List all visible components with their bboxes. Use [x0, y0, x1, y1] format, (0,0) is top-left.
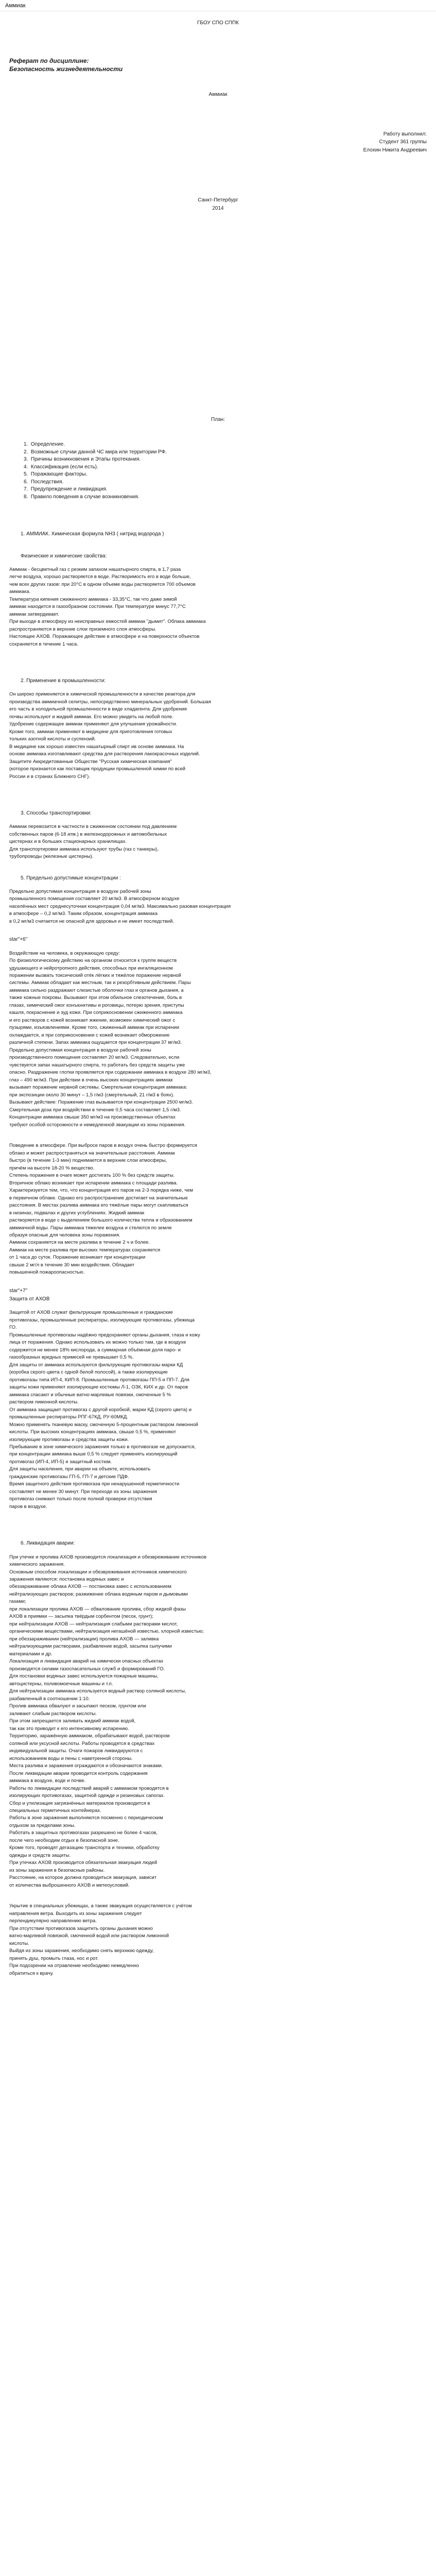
topic: Аммиак [208, 91, 228, 97]
text-line: Удобрение содержащее аммиак применяют для улучшения урожайности. [9, 721, 178, 727]
text-line: Смертельная доза при воздействии в течение 0,5 часа составляет 1,5 г/м3. [9, 1107, 181, 1113]
text-line: (коробка серого цвета с одной белой полосой), а также изолирующие [9, 1369, 168, 1376]
text-line: При отсутствии противогазов защитить органы дыхания можно [9, 1925, 153, 1931]
text-line: раствором лимонной кислоты. [9, 1399, 79, 1405]
text-line: принять душ, промыть глаза, нос и рот. [9, 1955, 99, 1961]
atmosphere-text [9, 1142, 427, 1276]
text-line: При подозрении на отравление необходимо немедленно [9, 1963, 139, 1969]
section-3-heading: 3. Способы транспортировки: [21, 810, 92, 817]
text-line: кислоты. [9, 1940, 29, 1946]
text-line: Концентрации аммиака свыше 350 мг/м3 на производственных объектах [9, 1114, 176, 1121]
document-header [0, 0, 436, 11]
text-line: так как это приводит к его интенсивному испарению. [9, 1725, 129, 1732]
text-line: обратиться к врачу. [9, 1970, 54, 1976]
text-line: различной степени. Запах аммиака ощущается при концентрации 37 мг/м3. [9, 1040, 182, 1046]
text-line: Промышленные противогазы надёжно предохраняют органы дыхания, глаза и кожу [9, 1332, 200, 1338]
text-line: Для постановки водяных завес используются пожарные машины, [9, 1673, 159, 1680]
plan-item: 2. Возможные случаи данной ЧС мира или территории РФ. [24, 449, 167, 455]
text-line: химического заражения. [9, 1562, 65, 1568]
text-line: материалами и др. [9, 1651, 53, 1657]
header-title: Аммиак [5, 3, 26, 9]
text-line: Он широко применяется в химической промышленности в качестве реактора для [9, 691, 196, 698]
text-line: чем всех других газов: при 20°С в одном объеме воды растворяется 700 объемов [9, 581, 196, 587]
text-line: противогаз (ИП-4, ИП-5) и защитный костюм. [9, 1459, 112, 1465]
plan-item: 3. Причины возникновения и Этапы протекания. [24, 456, 141, 463]
text-line: изолирующие противогазы и средства защиты кожи. [9, 1436, 129, 1443]
text-line: отдыхом за пределами зоны. [9, 1822, 76, 1828]
text-line: глазах, химический ожог конъюнктивы и роговицы, потерю зрения, приступы [9, 1002, 184, 1008]
text-line: системы. Аммиак обладает как местным, так и резорбтивным действием. Пары [9, 980, 191, 986]
text-line: противогазы, промышленные респираторы, изолирующие противогазы, убежища [9, 1317, 195, 1323]
plan-item: 8. Правило поведения в случае возникновения. [24, 494, 139, 500]
text-line: вызывает поражение нервной системы. Смертельная концентрация аммиака: [9, 1084, 187, 1091]
protection-text [9, 1309, 427, 1510]
work-by-label: Работу выполнил: [383, 131, 427, 137]
text-line: Пролив аммиака обвалуют и засыпают песком, грунтом или [9, 1703, 146, 1709]
text-line: почвы используют и жидкий аммиак. Его можно увидеть на любой поле. [9, 714, 173, 720]
plan-title: План: [211, 417, 225, 423]
text-line: Время защитного действия противогаза при ненарушенной герметичности [9, 1481, 180, 1487]
text-line: сохраняется в течение 1 часа. [9, 641, 78, 647]
liquidation-text [9, 1554, 427, 1889]
text-line: кислоты. При высоких концентрациях аммиака, свыше 0,5 %, применяют [9, 1429, 176, 1435]
text-line: специальных герметичных контейнерах. [9, 1808, 101, 1814]
text-line: После ликвидации аварии проводится контроль содержания [9, 1770, 148, 1776]
text-line: индивидуальной защиты. Очаги пожаров ликвидируются с [9, 1748, 143, 1754]
text-line: Сбор и утилизация загрязнённых материалов производится в [9, 1800, 150, 1806]
text-line: Защитой от АХОВ служат фильтрующие промышленные и гражданские [9, 1310, 173, 1316]
text-line: повышенной пожароопасностью. [9, 1269, 85, 1276]
text-line: растворяется в воде с выделением большого количества тепла и образованием [9, 1217, 193, 1224]
text-line: при локализации пролива АХОВ — обвалование пролива, сбор жидкой фазы [9, 1606, 186, 1612]
text-line: основе аммиака изготавливают средства для растворения лакокрасочных изделий. [9, 751, 200, 757]
student-group: Студент 361 группы [379, 139, 427, 145]
text-line: Настоящее АХОВ. Поражающее действие в атмосфере и на поверхности объектов [9, 634, 200, 640]
text-line: легче воздуха, хорошо растворяется в воде. Растворимость его в воде больше, [9, 574, 191, 580]
text-line: свыше 2 мг/л в течение 30 мин воздействия. Обладает [9, 1262, 135, 1268]
text-line: Вызывают действие: Поражение глаз вызывается при концентрации 2500 мг/м3. [9, 1099, 193, 1106]
text-line: Места разлива и заражения ограждаются и обозначаются знаками. [9, 1763, 163, 1769]
text-line: охлаждается, и при соприкосновении с кожей возникает обморожение [9, 1032, 170, 1038]
behavior-text [9, 1903, 427, 1977]
text-line: при обеззараживании (нейтрализации) пролива АХОВ — заливка [9, 1636, 159, 1642]
year: 2014 [212, 205, 224, 211]
text-line: трубопроводы (железные цистерны). [9, 854, 94, 860]
text-line: Для защиты от аммиака используются фильтрующие противогазы марки КД [9, 1362, 183, 1368]
section-1-subheading: Физические и химические свойства: [21, 553, 107, 559]
text-line: населённых мест среднесуточная концентрация 0,04 мг/м3. Максимально разовая концентрация [9, 903, 231, 909]
text-line: распространяются в верхние слои приземного слоя атмосферы. [9, 626, 156, 632]
text-line: гражданские противогазы ГП-5, ГП-7 и детские ПДФ. [9, 1473, 129, 1480]
text-line: аммиака в воздухе, воде и почве. [9, 1778, 86, 1784]
organization-name: ГБОУ СПО СППК [197, 20, 239, 26]
plan-item: 6. Последствия. [24, 479, 64, 485]
text-line: направления ветра. Выходить из зоны заражения следует [9, 1910, 142, 1917]
text-line: и его растворов с кожей возникает жжение, возможен химический ожог с [9, 1017, 176, 1023]
title-block [9, 57, 427, 73]
text-line: Аммиак - бесцветный газ с резким запахом нашатырного спирта, в 1,7 раза [9, 566, 181, 572]
text-line: Укрытие в специальных убежищах, а также эвакуация осуществляется с учётом [9, 1903, 192, 1909]
text-line: использованием воды и пены с наветренной стороны. [9, 1755, 133, 1761]
text-line: лица от поражения. Однако использовать их можно только там, где в воздухе [9, 1340, 186, 1346]
section-1-heading: 1. АММИАК. Химическая формула NH3 ( нитрид водорода ) [21, 531, 164, 537]
text-line: аммиака сильно раздражают слизистые оболочки глаз и органов дыхания, а [9, 987, 184, 993]
text-line: газами; [9, 1599, 26, 1605]
text-line: Выйдя из зоны заражения, необходимо снять верхнюю одежду, [9, 1948, 154, 1954]
text-line: Пребывание в зоне химического заражения только в противогазе не допускается, [9, 1444, 196, 1450]
text-line: Территорию, заражённую аммиаком, обрабатывают водой, раствором [9, 1733, 170, 1739]
text-line: разбавленный в соотношении 1:10. [9, 1696, 90, 1702]
text-line: соляной или уксусной кислоты. Работы проводятся в средствах [9, 1740, 155, 1747]
text-line: Расстояние, на которое должна проводиться эвакуация, зависит [9, 1875, 157, 1881]
plan-item: 7. Предупреждение и ликвидация. [24, 486, 108, 493]
text-line: из зоны заражения в безопасные районы. [9, 1867, 105, 1873]
text-line: Температура кипения сжиженного аммиака - 33,35°С, так что даже зимой [9, 596, 177, 602]
text-line: По физиологическому действию на организм относится к группе веществ [9, 958, 177, 964]
text-line: заливают слабым раствором кислоты. [9, 1710, 97, 1717]
star-marker-1: star"+6" [9, 937, 28, 943]
text-line: при нейтрализации АХОВ — нейтрализация слабыми растворами кислот, [9, 1621, 178, 1627]
text-line: Локализация и ликвидация аварий на химически опасных объектах [9, 1658, 164, 1665]
text-line: аммиак находится в газообразном состоянии. При температуре минус 77,7°С [9, 604, 186, 610]
text-line: Степень поражения в очаге может достигать 100 % без средств защиты. [9, 1173, 175, 1179]
text-line: нейтрализующими растворами, разбавление водой, засыпка сыпучими [9, 1643, 172, 1650]
city: Санкт-Петербург [198, 197, 238, 204]
text-line: требуют особой осторожности и немедленной эвакуации из зоны поражения. [9, 1122, 186, 1128]
text-line: производства аммиачной селитры, непосредственно минеральных удобрений. Большая [9, 699, 211, 705]
text-line: его часть в холодильной промышленности в виде хладагента. Для удобрения [9, 706, 187, 713]
text-line: при концентрации аммиака выше 0,5 % следует применять изолирующий [9, 1451, 178, 1458]
plan-list [9, 441, 427, 501]
section-1-text [9, 566, 427, 648]
text-line: составляет не менее 30 минут. При переходе из зоны заражения [9, 1488, 158, 1495]
text-line: собственных паров (6-18 атм.) в железнодорожных и автомобильных [9, 831, 167, 837]
text-line: кашля, покраснение и зуд кожи. При соприкосновении сжиженного аммиака [9, 1010, 183, 1016]
text-line: ватно-марлевой повязкой, смоченной водой или раствором лимонной [9, 1933, 169, 1939]
text-line: Защитите Аккредитованные Обществе "Русская химическая компания" [9, 758, 172, 765]
text-line: от 1 часа до суток. Поражение возникает при концентрации [9, 1255, 146, 1261]
text-line: При утечках АХОВ производится обязательная эвакуация людей [9, 1860, 158, 1866]
section-4-text [9, 888, 427, 925]
plan-item: 5. Поражающие факторы. [24, 471, 88, 478]
student-name: Елохин Никита Андреевич [363, 147, 427, 153]
text-line: Предельно допустимая концентрация в воздухе рабочей зоны [9, 1047, 151, 1053]
text-line: причём на высоте 18-20 % вещество. [9, 1165, 95, 1171]
text-line: от количества выброшенного АХОВ и метеоусловий. [9, 1882, 130, 1888]
text-line: глаз – 490 мг/м3. При действии в очень высоких концентрациях аммиак [9, 1077, 173, 1083]
text-line: защиты кожи применяют изолирующие костюмы Л-1, ОЗК, КИХ и др. От паров [9, 1384, 188, 1391]
text-line: Для нейтрализации аммиака используется водный раствор соляной кислоты, [9, 1688, 186, 1694]
text-line: нейтрализующих растворов; разжижение облака водяным паром и дымовыми [9, 1591, 188, 1597]
city-year [9, 196, 427, 212]
text-line: Предельно допустимая концентрация в воздухе рабочей зоны [9, 888, 151, 894]
text-line: одежды и средств защиты. [9, 1852, 71, 1858]
text-line: облако и может распространяться на значительные расстояния. Аммиак [9, 1150, 175, 1156]
section-2-text [9, 691, 427, 780]
text-line: пузырями, изъязвлениями. Кроме того, сжиженный аммиак при испарении [9, 1025, 180, 1031]
text-line: Поведение в атмосфере. При выбросе паров в воздух очень быстро формируется [9, 1143, 197, 1149]
section-6-heading: 6. Ликвидация аварии: [21, 1540, 75, 1547]
text-line: промышленного помещения составляет 20 мг/м3. В атмосферном воздухе [9, 896, 180, 902]
text-line: аммиака. [9, 589, 31, 595]
plan-item: 4. Классификация (если есть). [24, 464, 98, 470]
text-line: после чего необходим отдых в безопасной зоне. [9, 1837, 119, 1843]
title-line-1: Реферат по дисциплине: [9, 57, 89, 65]
text-line: Можно применять тканевую маску, смоченную 5-процентным раствором лимонной [9, 1421, 198, 1428]
text-line: противогазы типа ИП-4, КИП-8. Промышленные противогазы ПП-5 и ПП-7. Для [9, 1377, 189, 1383]
text-line: опасно. Раздражение глотки проявляется при содержании аммиака в воздухе 280 мг/м3, [9, 1070, 212, 1076]
protection-subheading: Защита от АХОВ [9, 1296, 50, 1302]
text-line: в первичном облаке. Однако его распространение достигает на значительные [9, 1195, 188, 1201]
text-line: Аммиак на месте разлива при высоких температурах сохраняется [9, 1247, 161, 1253]
text-line: в низинах, подвалах и других углублениях. Жидкий аммиак [9, 1210, 145, 1216]
text-line: Вторичное облако возникает при испарении аммиака с площади разлива. [9, 1180, 178, 1186]
text-line: аммиачной воды. Пары аммиака тяжелее воздуха и стелются по земле [9, 1225, 172, 1231]
text-line: Для транспортировки аммиака используют трубы (газ с танкеры), [9, 846, 159, 852]
text-line: аммиака спасают и обычные ватно-марлевые повязки, смоченные 5 % [9, 1392, 171, 1398]
text-line: (которое признается как поставщик продукции промышленной химии по всей [9, 766, 186, 772]
text-line: содержится не менее 18% кислорода, а суммарная объёмная доля паро- и [9, 1347, 181, 1353]
text-line: чувствуется запах нашатырного спирта, то работать без средств защиты уже [9, 1062, 185, 1068]
text-line: изолирующих противогазах, защитной одежде и резиновых сапогах. [9, 1793, 165, 1799]
text-line: При утечке и пролива АХОВ производится локализация и обезвреживание источников [9, 1554, 206, 1560]
text-line: При этом запрещается заливать жидкий аммиак водой, [9, 1718, 136, 1724]
text-line: аммиак затвердевает. [9, 611, 59, 617]
text-line: В медицине как хорошо известен нашатырный спирт ив основе аммиака. На [9, 743, 184, 750]
section-2-heading: 2. Применение в промышленности: [21, 678, 106, 684]
text-line: производятся силами газоспасательных служб и формирований ГО. [9, 1666, 165, 1672]
text-line: автоцистерны, поливомоечные машины и т.п. [9, 1681, 113, 1687]
text-line: при экспозиции около 30 минут – 1,5 г/м3 (смертельный, 21 г/м3 в боях). [9, 1092, 175, 1098]
text-line: противогаз снимают только после полной проверки отсутствия [9, 1496, 152, 1502]
text-line: Аммиак перевозится в частности в сжиженном состоянии под давлением [9, 824, 177, 830]
text-line: Характеризуется тем, что, что концентрация его паров на 2-3 порядка ниже, чем [9, 1188, 194, 1194]
text-line: России и в странах Ближнего СНГ). [9, 773, 90, 779]
text-line: производственного помещения составляет 20 мг/м3. Следовательно, если [9, 1055, 180, 1061]
star-marker-2: star"+7" [9, 1287, 28, 1294]
text-line: тольких азотной кислоты и суспензий. [9, 736, 96, 742]
title-line-2: Безопасность жизнедеятельности [9, 65, 123, 73]
section-4-heading: 5. Предельно допустимые концентрации : [21, 875, 121, 881]
text-line: обеззараживание облака АХОВ — постановка завес с использованием [9, 1584, 171, 1590]
text-line: паров в воздухе. [9, 1503, 47, 1510]
text-line: образуя опасные для человека зоны поражения. [9, 1232, 120, 1238]
text-line: органическими веществами, нейтрализация негашёной известью, хлорной известью; [9, 1629, 204, 1635]
text-line: ГО. [9, 1325, 17, 1331]
text-line: Аммиак сохраняется на месте разлива в течение 2 ч и более. [9, 1240, 150, 1246]
document-body [0, 20, 436, 1977]
text-line: расстояния. В местах разлива аммиака его тяжёлые пары могут скапливаться [9, 1202, 188, 1209]
text-line: АХОВ в приямки — засыпка твёрдым сорбентом (песок, грунт); [9, 1614, 153, 1620]
text-line: Работы в зоне заражения выполняются посменно с периодическим [9, 1815, 163, 1821]
impact-text [9, 950, 427, 1129]
text-line: заражения являются: постановка водяных завес и [9, 1576, 124, 1582]
text-line: Кроме того, аммиак применяют в медицине для приготовления готовых [9, 728, 172, 735]
text-line: Работы по ликвидации последствий аварий с аммиаком проводятся в [9, 1785, 169, 1791]
text-line: От аммиака защищает противогаз с другой коробкой, марки КД (серого цвета) и [9, 1406, 192, 1413]
text-line: Воздействие на человека, в окружающую среду: [9, 950, 120, 956]
text-line: удушающего и нейротропного действия, способных при ингаляционном [9, 965, 173, 971]
author-info [9, 130, 427, 155]
text-line: цистернах и в больших стационарных хранилищах. [9, 839, 127, 845]
text-line: Для защиты населения, при аварии на объекте, использовать [9, 1466, 151, 1472]
text-line: При выходе в атмосферу из неисправных емкостей аммиак "дымит". Облака аммиака [9, 619, 206, 625]
section-3-text [9, 823, 427, 860]
text-line: быстро (в течение 1-3 мин) поднимается в верхние слои атмосферы, [9, 1158, 167, 1164]
text-line: в атмосфере – 0,2 мг/м3. Таким образом, концентрация аммиака [9, 911, 158, 917]
text-line: поражении вызвать токсический отёк лёгких и тяжёлое поражение нервной [9, 973, 181, 978]
text-line: Кроме того, проводят дегазацию транспорта и техники, обработку [9, 1845, 160, 1851]
plan-item: 1. Определение. [24, 442, 65, 448]
text-line: перпендикулярно направлению ветра. [9, 1918, 97, 1924]
text-line: в 0,2 мг/м3 считается не опасной для здоровья и не имеет последствий. [9, 918, 175, 924]
text-line: Работать в защитных противогазах разрешено не более 4 часов, [9, 1830, 158, 1836]
text-line: газообразных вредных примесей не превышает 0,5 %. [9, 1354, 134, 1361]
text-line: также кожные покровы. Вызывают при этом обильное слезотечение, боль в [9, 995, 182, 1001]
text-line: Основным способом локализации и обезвреживания источников химического [9, 1569, 187, 1575]
text-line: промышленные респираторы РПГ-67КД, РУ-60МКД. [9, 1414, 128, 1420]
